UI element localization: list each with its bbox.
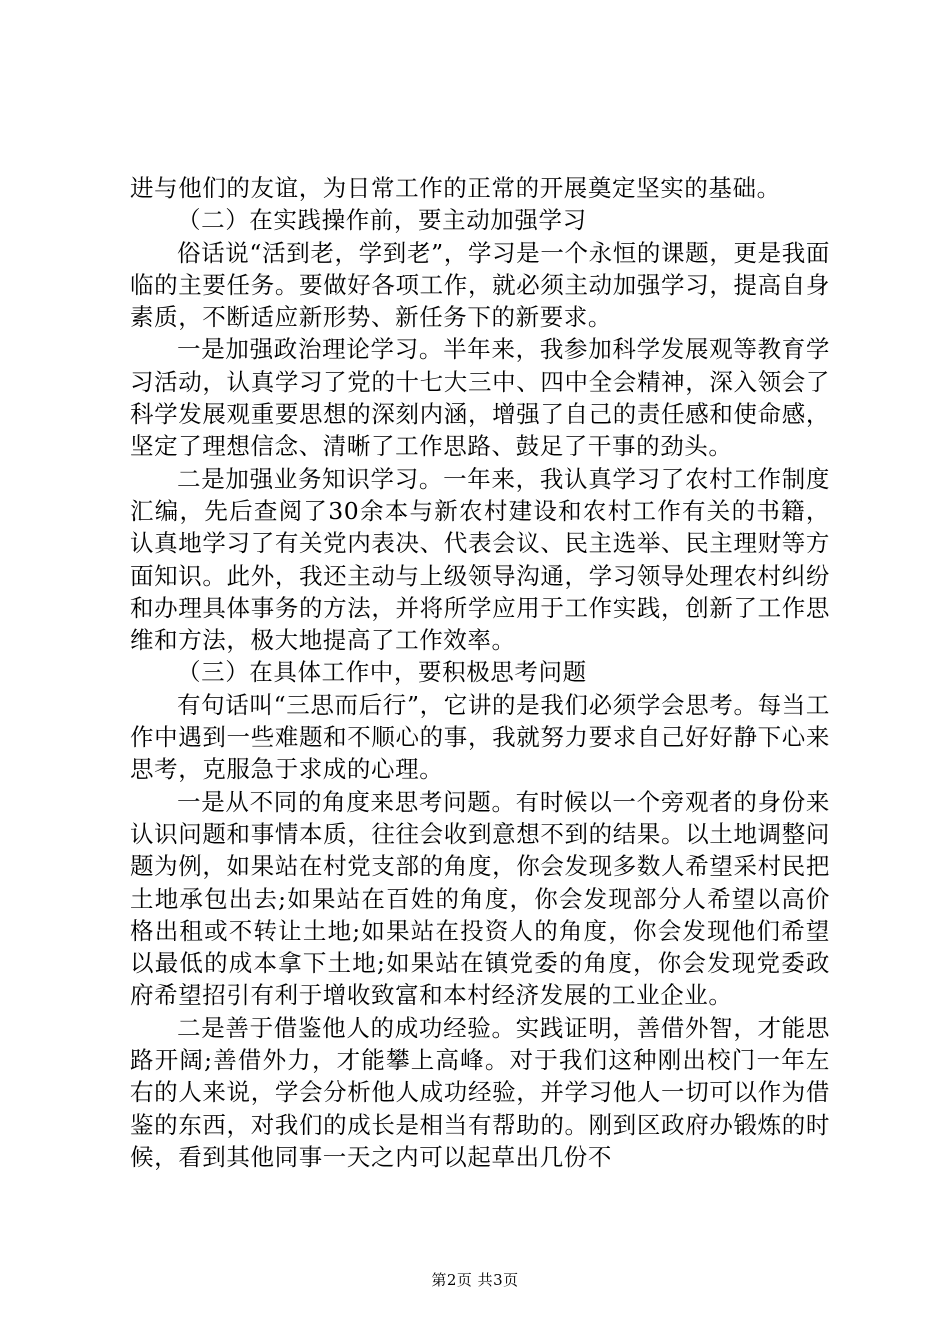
section-heading-2: （二）在实践操作前，要主动加强学习 [177,206,587,235]
paragraph-proverb-learning: 俗话说“活到老，学到老”，学习是一个永恒的课题，更是我面临的主要任务。要做好各项工作，就必须主动加强学习，提高自身素质，不断适应新形势、新任务下的新要求。 [130,238,830,332]
paragraph-business-knowledge: 二是加强业务知识学习。一年来，我认真学习了农村工作制度汇编，先后查阅了30余本与新农村建设和农村工作有关的书籍，认真地学习了有关党内表决、代表会议、民主选举、民主理财等方面知识。此外，我还主动与上级领导沟通，学习领导处理农村纠纷和办理具体事务的方法，并将所学应用于工作实践，创新了工作思维和方法，极大地提高了工作效率。 [130,464,830,655]
paragraph-learn-from-others: 二是善于借鉴他人的成功经验。实践证明，善借外智，才能思路开阔;善借外力，才能攀上高峰。对于我们这种刚出校门一年左右的人来说，学会分析他人成功经验，并学习他人一切可以作为借鉴的东西，对我们的成长是相当有帮助的。刚到区政府办锻炼的时候，看到其他同事一天之内可以起草出几份不 [130,1013,830,1171]
document-body [130,172,830,1173]
page-number-footer: 第2页 共3页 [431,1271,519,1289]
paragraph-different-angles: 一是从不同的角度来思考问题。有时候以一个旁观者的身份来认识问题和事情本质，往往会收到意想不到的结果。以土地调整问题为例，如果站在村党支部的角度，你会发现多数人希望采村民把土地承包出去;如果站在百姓的角度，你会发现部分人希望以高价格出租或不转让土地;如果站在投资人的角度，你会发现他们希望以最低的成本拿下土地;如果站在镇党委的角度，你会发现党委政府希望招引有利于增收致富和本村经济发展的工业企业。 [130,787,830,1010]
paragraph-think-twice: 有句话叫“三思而后行”，它讲的是我们必须学会思考。每当工作中遇到一些难题和不顺心的事，我就努力要求自己好好静下心来思考，克服急于求成的心理。 [130,690,830,784]
section-heading-3: （三）在具体工作中，要积极思考问题 [177,658,587,687]
paragraph-political-theory: 一是加强政治理论学习。半年来，我参加科学发展观等教育学习活动，认真学习了党的十七大三中、四中全会精神，深入领会了科学发展观重要思想的深刻内涵，增强了自己的责任感和使命感，坚定了理想信念、清晰了工作思路、鼓足了干事的劲头。 [130,335,830,461]
paragraph-continuation: 进与他们的友谊，为日常工作的正常的开展奠定坚实的基础。 [130,174,781,202]
